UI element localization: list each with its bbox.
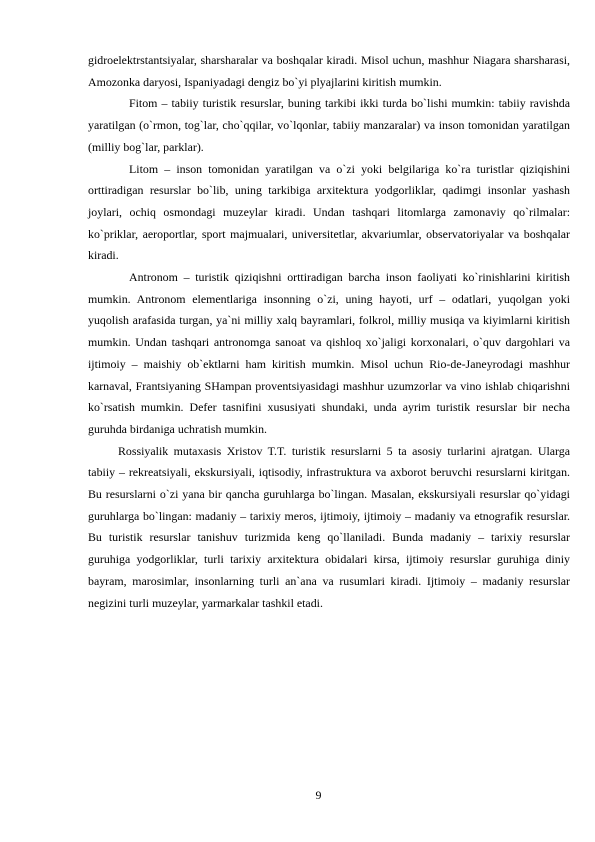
paragraph-litom: Litom – inson tomonidan yaratilgan va o`zi yoki belgilariga ko`ra turistlar qiziqishini orttiradigan resurslar bo`lib, uning tarkibiga arxitektura yodgorliklar, qadimgi insonlar yashash joylari, ochiq osmondagi muzeylar kiradi. Undan tashqari litomlarga zamonaviy qo`rilmalar: ko`priklar, aeroportlar, sport majmualari, universitetlar, akvariumlar, observatoriyalar va boshqalar kiradi. xyxy=(88,161,570,263)
paragraph-xristov-classification: Rossiyalik mutaxasis Xristov T.T. turistik resurslarni 5 ta asosiy turlarini ajratgan. Ularga tabiiy – rekreatsiyali, ekskursiyali, iqtisodiy, infrastruktura va axborot beruvchi resurslarni kiritgan. Bu resurslarni o`zi yana bir qancha guruhlarga bo`lingan. Masalan, ekskursiyali resurslar qo`yidagi guruhlarga bo`lingan: madaniy – tarixiy meros, ijtimoiy, ijtimoiy – madaniy va etnografik resurslar. Bu turistik resurslar tanishuv turizmida keng qo`llaniladi. Bunda madaniy – tarixiy resurslar guruhiga yodgorliklar, turli tarixiy arxitektura obidalari kirsa, ijtimoiy resurslar guruhiga diniy bayram, marosimlar, insonlarning turli an`ana va rusumlari kiradi. Ijtimoiy – madaniy resurslar negizini turli muzeylar, yarmarkalar tashkil etadi. xyxy=(88,443,570,610)
paragraph-fitom: Fitom – tabiiy turistik resurslar, buning tarkibi ikki turda bo`lishi mumkin: tabiiy ravishda yaratilgan (o`rmon, tog`lar, cho`qqilar, vo`lqonlar, tabiiy manzaralar) va inson tomonidan yaratilgan (milliy bog`lar, parklar). xyxy=(88,96,570,154)
page-number: 9 xyxy=(315,788,322,802)
document-page xyxy=(88,50,570,614)
paragraph-hydro-resources: gidroelektrstantsiyalar, sharsharalar va boshqalar kiradi. Misol uchun, mashhur Niagara sharsharasi, Amozonka daryosi, Ispaniyadagi dengiz bo`yi plyajlarini kiritish mumkin. xyxy=(88,53,570,89)
paragraph-antronom: Antronom – turistik qiziqishni orttiradigan barcha inson faoliyati ko`rinishlarini kiritish mumkin. Antronom elementlariga insonning o`zi, uning hayoti, urf – odatlari, yuqolgan yoki yuqolish arafasida turgan, ya`ni milliy xalq bayramlari, folkrol, milliy musiqa va kiyimlarni kiritish mumkin. Undan tashqari antronomga sanoat va qishloq xo`jaligi korxonalari, o`quv dargohlari va ijtimoiy – maishiy ob`ektlarni ham kiritish mumkin. Misol uchun Rio-de-Janeyrodagi mashhur karnaval, Frantsiyaning SHampan proventsiyasidagi mashhur uzumzorlar va vino ishlab chiqarishni ko`rsatish mumkin. Defer tasnifini xususiyati shundaki, unda ayrim turistik resurslar bir necha guruhda birdaniga uchratish mumkin. xyxy=(88,270,570,436)
